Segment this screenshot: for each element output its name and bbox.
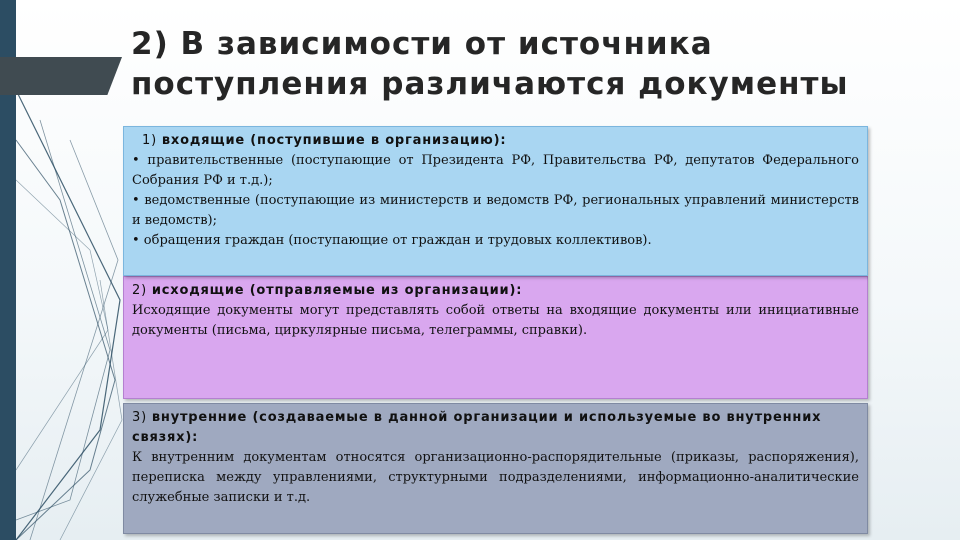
incoming-documents-box — [123, 126, 868, 276]
incoming-number: 1) — [142, 133, 162, 148]
incoming-heading-text: входящие (поступившие в организацию): — [161, 133, 507, 148]
internal-heading — [132, 408, 859, 448]
internal-documents-box — [123, 403, 868, 534]
incoming-heading — [132, 131, 859, 151]
outgoing-heading-text: исходящие (отправляемые из организации): — [151, 283, 523, 298]
internal-description: К внутренним документам относятся организационно-распорядительные (приказы, распоряжения), переписка между управлениями, структурными подразделениями, информационно-аналитические служебные записки и т.д. — [132, 450, 859, 505]
slide-title: 2) В зависимости от источника поступления различаются документы — [131, 26, 849, 102]
title-accent-tab — [0, 57, 122, 95]
outgoing-heading — [132, 281, 859, 301]
internal-heading-text: внутренние (создаваемые в данной организации и используемые во внутренних связях): — [132, 410, 822, 445]
internal-number: 3) — [132, 410, 152, 425]
incoming-item-citizens: • обращения граждан (поступающие от граждан и трудовых коллективов). — [132, 233, 652, 248]
outgoing-description: Исходящие документы могут представлять собой ответы на входящие документы или инициативные документы (письма, циркулярные письма, телеграммы, справки). — [132, 303, 859, 338]
outgoing-number: 2) — [132, 283, 152, 298]
outgoing-documents-box — [123, 276, 868, 399]
incoming-item-departmental: • ведомственные (поступающие из министерств и ведомств РФ, региональных управлений министерств и ведомств); — [132, 193, 859, 228]
incoming-item-government: • правительственные (поступающие от Президента РФ, Правительства РФ, депутатов Федерального Собрания РФ и т.д.); — [132, 153, 859, 188]
